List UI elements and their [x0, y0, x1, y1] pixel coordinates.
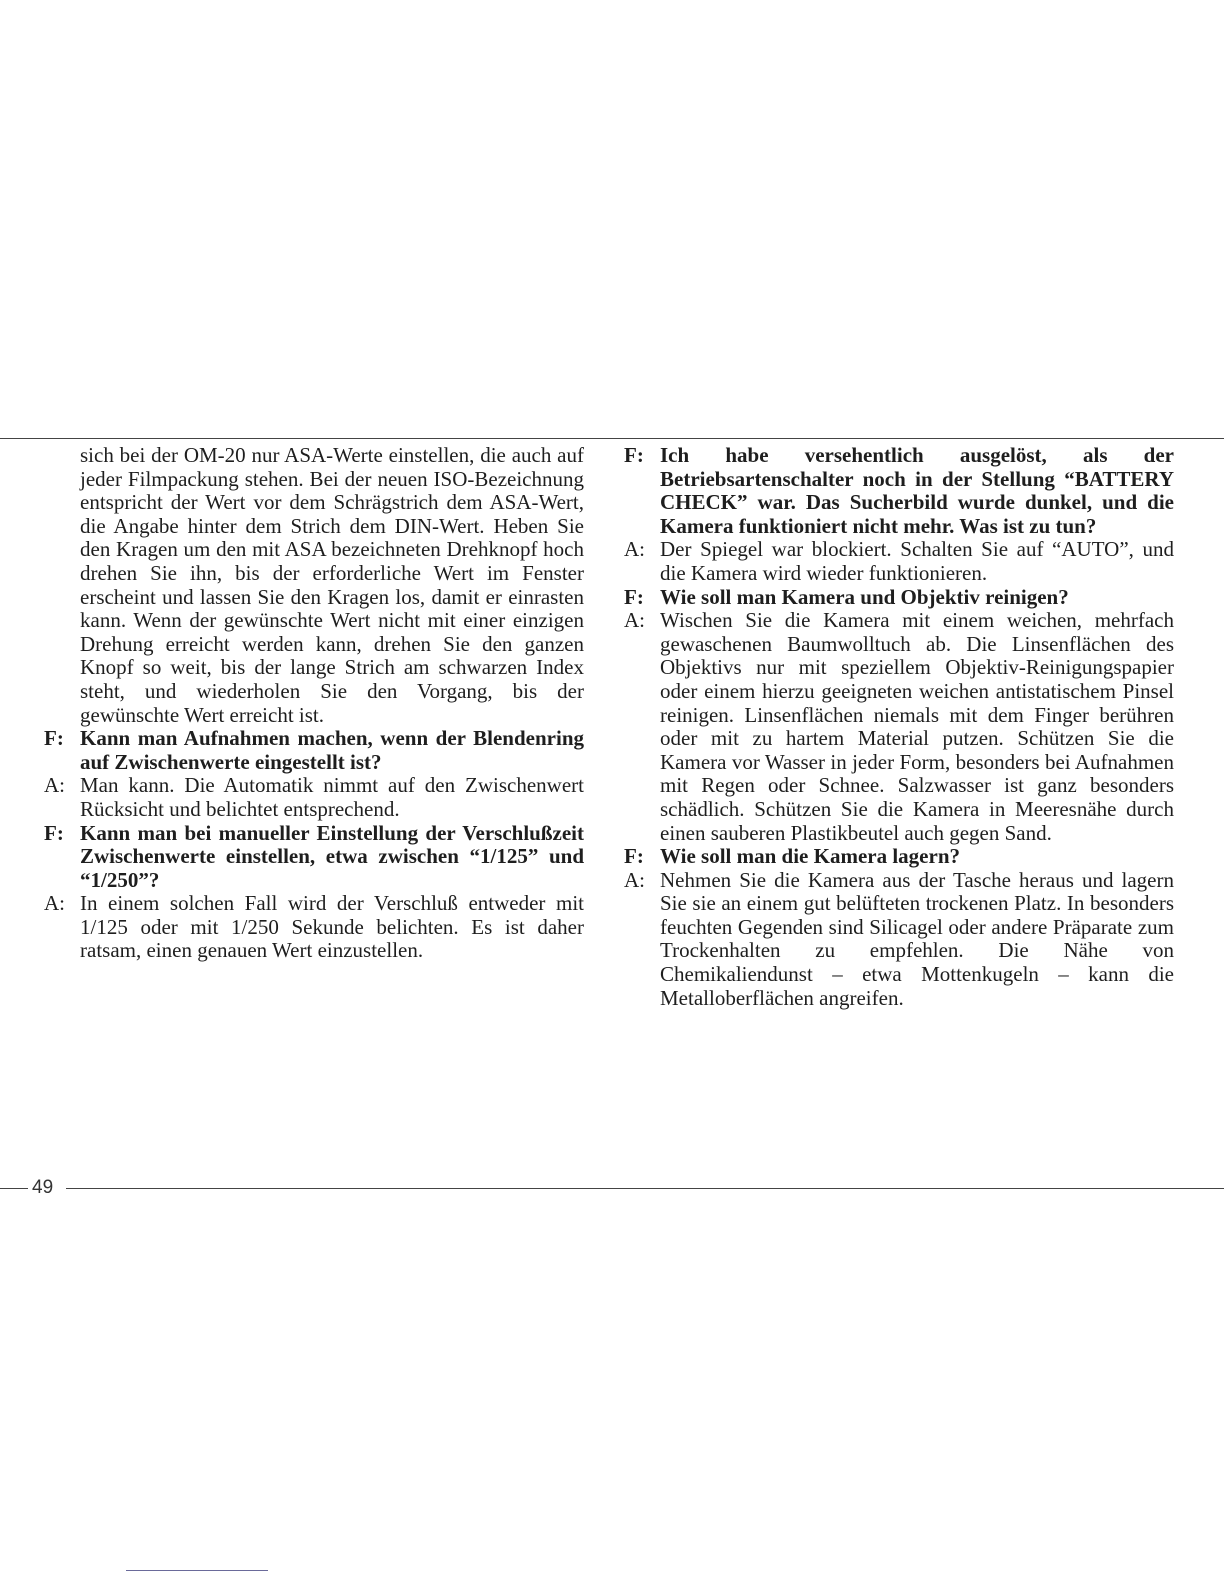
- answer-block: [44, 892, 584, 963]
- left-column: [44, 444, 584, 963]
- answer-text: Der Spiegel war blockiert. Schalten Sie auf “AUTO”, und die Kamera wird wieder funktionieren.: [660, 537, 1174, 585]
- question-marker: F:: [624, 844, 644, 869]
- question-text: Kann man bei manueller Einstellung der Verschlußzeit Zwischenwerte einstellen, etwa zwischen “1/125” und “1/250”?: [80, 820, 584, 892]
- answer-text: Man kann. Die Automatik nimmt auf den Zwischenwert Rücksicht und belichtet entsprechend.: [80, 773, 584, 821]
- answer-marker: A:: [624, 537, 645, 562]
- question-block: [624, 845, 1174, 869]
- continuation-paragraph: sich bei der OM-20 nur ASA-Werte einstellen, die auch auf jeder Filmpackung stehen. Bei der neuen ISO-Bezeichnung entspricht der Wert vor dem Schrägstrich dem ASA-Wert, die Angabe hinter dem Strich dem DIN-Wert. Heben Sie den Kragen um den mit ASA bezeichneten Drehknopf hoch drehen Sie ihn, bis der erforderliche Wert im Fenster erscheint und lassen Sie den Kragen los, damit er einrasten kann. Wenn der gewünschte Wert nicht mit einer einzigen Drehung erreicht werden kann, drehen Sie den ganzen Knopf so weit, bis der lange Strich am schwarzen Index steht, und wiederholen Sie den Vorgang, bis der gewünschte Wert erreicht ist.: [80, 443, 584, 727]
- bottom-rule: [66, 1188, 1224, 1189]
- answer-text: Nehmen Sie die Kamera aus der Tasche heraus und lagern Sie sie an einem gut belüfteten trockenen Platz. In besonders feuchten Gegenden sind Silicagel oder andere Präparate zum Trockenhalten zu empfehlen. Die Nähe von Chemikaliendunst – etwa Mottenkugeln – kann die Metalloberflächen angreifen.: [660, 867, 1174, 1010]
- bottom-rule-left: [0, 1188, 28, 1189]
- answer-block: [624, 538, 1174, 585]
- question-block: [624, 586, 1174, 610]
- page-number: 49: [32, 1177, 54, 1198]
- answer-block: [44, 774, 584, 821]
- footer-mark: [126, 1570, 268, 1571]
- question-block: [624, 444, 1174, 538]
- question-text: Wie soll man Kamera und Objektiv reinigen?: [660, 584, 1069, 609]
- answer-text: Wischen Sie die Kamera mit einem weichen, mehrfach gewaschenen Baumwolltuch ab. Die Linsenflächen des Objektivs nur mit speziellem Objektiv-Reinigungspapier oder einem hierzu geeigneten weichen antistatischem Pinsel reinigen. Linsenflächen niemals mit dem Finger berühren oder mit zu hartem Material putzen. Schützen Sie die Kamera vor Wasser in jeder Form, besonders bei Aufnahmen mit Regen oder Schnee. Salzwasser ist ganz besonders schädlich. Schützen Sie die Kamera in Meeresnähe durch einen sauberen Plastikbeutel auch gegen Sand.: [660, 608, 1174, 845]
- question-marker: F:: [44, 820, 64, 845]
- right-column: [624, 444, 1174, 1010]
- answer-block: [624, 609, 1174, 845]
- answer-block: [624, 869, 1174, 1011]
- question-marker: F:: [624, 443, 644, 467]
- question-block: [44, 822, 584, 893]
- question-text: Kann man Aufnahmen machen, wenn der Blendenring auf Zwischenwerte eingestellt ist?: [80, 726, 584, 774]
- answer-marker: A:: [624, 608, 645, 633]
- question-marker: F:: [624, 584, 644, 609]
- answer-text: In einem solchen Fall wird der Verschluß entweder mit 1/125 oder mit 1/250 Sekunde belichten. Es ist daher ratsam, einen genauen Wert einzustellen.: [80, 891, 584, 963]
- question-marker: F:: [44, 726, 64, 751]
- answer-marker: A:: [44, 891, 65, 916]
- answer-marker: A:: [44, 773, 65, 798]
- question-text: Ich habe versehentlich ausgelöst, als der Betriebsartenschalter noch in der Stellung “BATTERY CHECK” war. Das Sucherbild wurde dunkel, und die Kamera funktioniert nicht mehr. Was ist zu tun?: [660, 443, 1174, 538]
- top-rule: [0, 438, 1224, 439]
- question-text: Wie soll man die Kamera lagern?: [660, 844, 960, 869]
- question-block: [44, 727, 584, 774]
- answer-marker: A:: [624, 867, 645, 892]
